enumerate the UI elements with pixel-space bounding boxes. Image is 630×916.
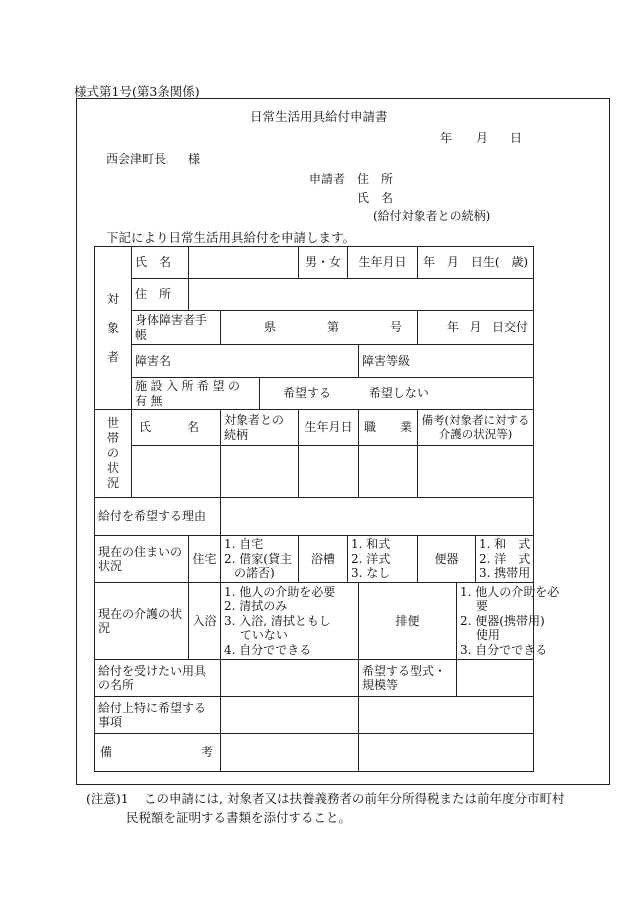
special-row	[95, 697, 534, 734]
household-data-row	[95, 446, 534, 498]
facility-label: 施設入所希望の有無	[132, 378, 260, 410]
honorific: 様	[188, 152, 201, 166]
issue-month-label: 月	[469, 320, 482, 335]
remarks-label: 備 考	[95, 734, 221, 772]
household-col-job: 職 業	[359, 410, 418, 446]
date-year: 年	[440, 131, 453, 145]
handbook-issue-field[interactable]	[418, 311, 534, 345]
household-section-label: 世 帯 の 状 況	[95, 410, 132, 498]
housing-bath-options[interactable]: 1. 和式 2. 洋式 3. なし	[348, 536, 418, 583]
housing-toilet-label: 便器	[418, 536, 476, 583]
reason-field[interactable]	[221, 498, 534, 536]
form-number: 様式第1号(第3条関係)	[74, 84, 200, 99]
housing-house-label: 住宅	[189, 536, 221, 583]
care-bath-options[interactable]: 1. 他人の介助を必要 2. 清拭のみ 3. 入浴, 清拭ともし ていない 4. 自分でできる	[221, 583, 359, 660]
household-birth-field[interactable]	[299, 446, 359, 498]
birth-month-label: 月	[446, 255, 459, 270]
facility-options	[260, 378, 534, 410]
date-month: 月	[476, 131, 489, 145]
handbook-number-field[interactable]	[221, 311, 418, 345]
prefecture-label: 県	[264, 320, 277, 335]
subject-address-label: 住 所	[132, 279, 189, 311]
number-prefix-label: 第	[327, 320, 340, 335]
date-day: 日	[510, 131, 523, 145]
addressee: 西会津町長	[106, 152, 167, 166]
subject-birth-field[interactable]	[418, 247, 534, 279]
issue-day-label: 日交付	[492, 320, 529, 335]
disability-name-label: 障害名	[135, 353, 172, 368]
applicant-label: 申請者	[309, 172, 346, 186]
household-job-field[interactable]	[359, 446, 418, 498]
facility-yes-option[interactable]: 希望する	[283, 386, 332, 401]
intro-text: 下記により日常生活用具給付を申請します。	[106, 230, 356, 245]
reason-label: 給付を希望する理由	[95, 498, 221, 536]
subject-address-row	[95, 279, 534, 311]
remarks-field[interactable]	[221, 734, 359, 772]
facility-no-option[interactable]: 希望しない	[368, 386, 429, 401]
household-name-field[interactable]	[132, 446, 221, 498]
model-field[interactable]	[457, 660, 534, 697]
subject-birth-label: 生年月日	[348, 247, 418, 279]
birth-year-label: 年	[423, 255, 436, 270]
number-suffix-label: 号	[390, 320, 403, 335]
special-field-extra[interactable]	[359, 697, 534, 734]
birth-day-label: 日生(	[470, 255, 500, 270]
household-relation-field[interactable]	[221, 446, 299, 498]
disability-grade-label: 障害等級	[362, 353, 411, 368]
disability-grade-cell[interactable]	[359, 345, 534, 378]
special-label: 給付上特に希望する事項	[95, 697, 221, 734]
age-label: 歳)	[511, 255, 529, 270]
item-row	[95, 660, 534, 697]
application-table	[94, 246, 560, 772]
model-label: 希望する型式・規模等	[359, 660, 457, 697]
subject-name-label: 氏 名	[132, 247, 189, 279]
care-bath-label: 入浴	[189, 583, 221, 660]
item-label: 給付を受けたい用具の名所	[95, 660, 221, 697]
applicant-address-label: 住 所	[357, 172, 394, 186]
care-label: 現在の介護の状況	[95, 583, 189, 660]
household-col-relation: 対象者との続柄	[221, 410, 299, 446]
applicant-name-label: 氏 名	[357, 191, 394, 205]
subject-name-row	[95, 247, 534, 279]
subject-disability-row	[95, 345, 534, 378]
notes-line-1: この申請には, 対象者又は扶養義務者の前年分所得税または前年度分市町村	[144, 791, 565, 806]
special-field[interactable]	[221, 697, 359, 734]
form-title: 日常生活用具給付申請書	[250, 109, 388, 124]
notes-prefix: (注意)1	[86, 791, 129, 806]
subject-handbook-row	[95, 311, 534, 345]
subject-facility-row	[95, 378, 534, 410]
notes-line-2: 民税額を証明する書類を添付すること。	[126, 810, 352, 825]
care-excretion-options[interactable]: 1. 他人の介助を必 要 2. 便器(携帯用) 使用 3. 自分でできる	[457, 583, 534, 660]
reason-row	[95, 498, 534, 536]
housing-label: 現在の住まいの状況	[95, 536, 189, 583]
care-row	[95, 583, 534, 660]
applicant-relation-label: (給付対象者との続柄)	[373, 209, 491, 223]
household-col-name: 氏 名	[132, 410, 221, 446]
household-col-remarks: 備考(対象者に対する介護の状況等)	[418, 410, 534, 446]
subject-section-label: 対 象 者	[95, 247, 132, 410]
subject-address-field[interactable]	[189, 279, 534, 311]
issue-year-label: 年	[447, 320, 460, 335]
household-remarks-field[interactable]	[418, 446, 534, 498]
housing-house-options[interactable]: 1. 自宅 2. 借家(貸主 の諾否)	[221, 536, 299, 583]
care-excretion-label: 排便	[359, 583, 457, 660]
remarks-field-extra[interactable]	[359, 734, 534, 772]
housing-bath-label: 浴槽	[299, 536, 348, 583]
remarks-row	[95, 734, 534, 772]
subject-sex-option[interactable]: 男・女	[299, 247, 348, 279]
housing-row	[95, 536, 534, 583]
handbook-label: 身体障害者手帳	[132, 311, 221, 345]
subject-name-field[interactable]	[189, 247, 299, 279]
housing-toilet-options[interactable]: 1. 和 式 2. 洋 式 3. 携帯用	[476, 536, 534, 583]
household-col-birth: 生年月日	[299, 410, 359, 446]
household-header-row	[95, 410, 534, 446]
disability-name-cell[interactable]	[132, 345, 359, 378]
item-field[interactable]	[221, 660, 359, 697]
